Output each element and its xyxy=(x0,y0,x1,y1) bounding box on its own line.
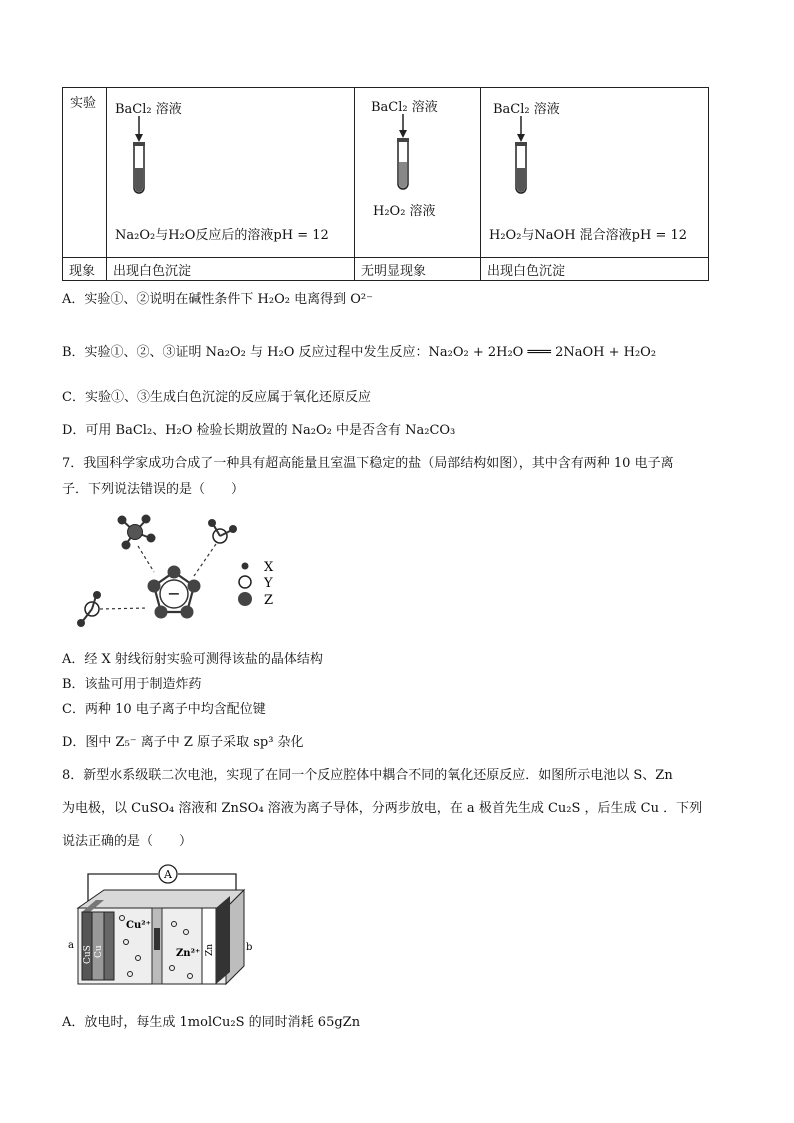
ion-zn-label: Zn²⁺ xyxy=(176,948,201,959)
row-label-phenomenon: 现象 xyxy=(63,258,107,281)
legend-x-icon xyxy=(242,563,249,570)
x-atom-icon xyxy=(122,541,131,550)
test-tube-icon xyxy=(391,114,431,198)
q8-stem-line3: 说法正确的是（ ） xyxy=(62,834,193,849)
ion-cu-label: Cu²⁺ xyxy=(126,920,151,931)
experiment-1-caption: Na₂O₂与H₂O反应后的溶液pH = 12 xyxy=(115,228,329,243)
experiment-2-caption: H₂O₂ 溶液 xyxy=(373,204,436,219)
phenomenon-1: 出现白色沉淀 xyxy=(107,258,355,281)
q7-structure-figure xyxy=(70,510,290,635)
experiment-cell-1 xyxy=(107,88,355,258)
q8-battery-figure xyxy=(66,862,256,992)
test-tube-icon xyxy=(127,116,167,206)
z-atom-icon xyxy=(181,606,194,619)
x-atom-icon xyxy=(77,619,85,627)
electrode-cus-label: CuS xyxy=(83,945,93,964)
q7-option-c: C．两种 10 电子离子中均含配位键 xyxy=(62,702,266,717)
q7-option-d: D．图中 Z₅⁻ 离子中 Z 原子采取 sp³ 杂化 xyxy=(62,735,304,750)
x-atom-icon xyxy=(229,525,237,533)
terminal-b-label: b xyxy=(246,942,253,953)
experiment-table xyxy=(62,87,709,281)
electrode-zn-label: Zn xyxy=(205,943,215,956)
q7-stem-line1: 7．我国科学家成功合成了一种具有超高能量且室温下稳定的盐（局部结构如图），其中含有两种 10 电子离 xyxy=(62,456,674,471)
legend-y-label: Y xyxy=(264,576,273,591)
z-atom-icon xyxy=(155,606,168,619)
legend-x-label: X xyxy=(264,560,274,575)
phenomenon-2: 无明显现象 xyxy=(355,258,481,281)
ring-charge-label: − xyxy=(167,584,181,603)
q7-option-b: B．该盐可用于制造炸药 xyxy=(62,677,202,692)
experiment-3-caption: H₂O₂与NaOH 混合溶液pH = 12 xyxy=(489,228,688,243)
z-atom-icon xyxy=(188,580,201,593)
x-atom-icon xyxy=(93,591,101,599)
electrode-cu-label: Cu xyxy=(94,945,104,958)
experiment-cell-3 xyxy=(481,88,709,258)
q8-option-a: A．放电时，每生成 1molCu₂S 的同时消耗 65gZn xyxy=(62,1015,361,1030)
q6-option-d: D．可用 BaCl₂、H₂O 检验长期放置的 Na₂O₂ 中是否含有 Na₂CO₃ xyxy=(62,423,456,438)
x-atom-icon xyxy=(142,515,151,524)
q7-option-a: A．经 X 射线衍射实验可测得该盐的晶体结构 xyxy=(62,652,323,667)
q8-stem-line1: 8．新型水系级联二次电池，实现了在同一个反应腔体中耦合不同的氧化还原反应．如图所示电池以 S、Zn xyxy=(62,768,673,783)
z-atom-icon xyxy=(168,566,181,579)
legend-z-icon xyxy=(238,592,252,606)
z-atom-icon xyxy=(128,525,143,540)
x-atom-icon xyxy=(147,534,156,543)
legend-z-label: Z xyxy=(264,593,274,608)
experiment-cell-2 xyxy=(355,88,481,258)
reagent-label: BaCl₂ 溶液 xyxy=(115,102,182,117)
phenomenon-3: 出现白色沉淀 xyxy=(481,258,709,281)
reagent-label: BaCl₂ 溶液 xyxy=(493,102,560,117)
q7-stem-line2: 子．下列说法错误的是（ ） xyxy=(62,482,245,497)
q6-option-c: C．实验①、③生成白色沉淀的反应属于氧化还原反应 xyxy=(62,390,371,405)
row-label-experiment: 实验 xyxy=(63,88,107,258)
legend-y-icon xyxy=(239,576,251,588)
q6-option-a: A．实验①、②说明在碱性条件下 H₂O₂ 电离得到 O²⁻ xyxy=(62,292,373,307)
q8-stem-line2: 为电极，以 CuSO₄ 溶液和 ZnSO₄ 溶液为离子导体，分两步放电，在 a 极首先生成 Cu₂S ，后生成 Cu ．下列 xyxy=(62,801,703,816)
q6-option-b: B．实验①、②、③证明 Na₂O₂ 与 H₂O 反应过程中发生反应：Na₂O₂ + 2H₂O ═══ 2NaOH + H₂O₂ xyxy=(62,345,657,360)
ammeter-label: A xyxy=(164,868,172,881)
x-atom-icon xyxy=(118,516,127,525)
reagent-label: BaCl₂ 溶液 xyxy=(371,100,438,115)
test-tube-icon xyxy=(509,116,549,206)
z-atom-icon xyxy=(148,580,161,593)
x-atom-icon xyxy=(208,519,216,527)
terminal-a-label: a xyxy=(68,940,74,951)
